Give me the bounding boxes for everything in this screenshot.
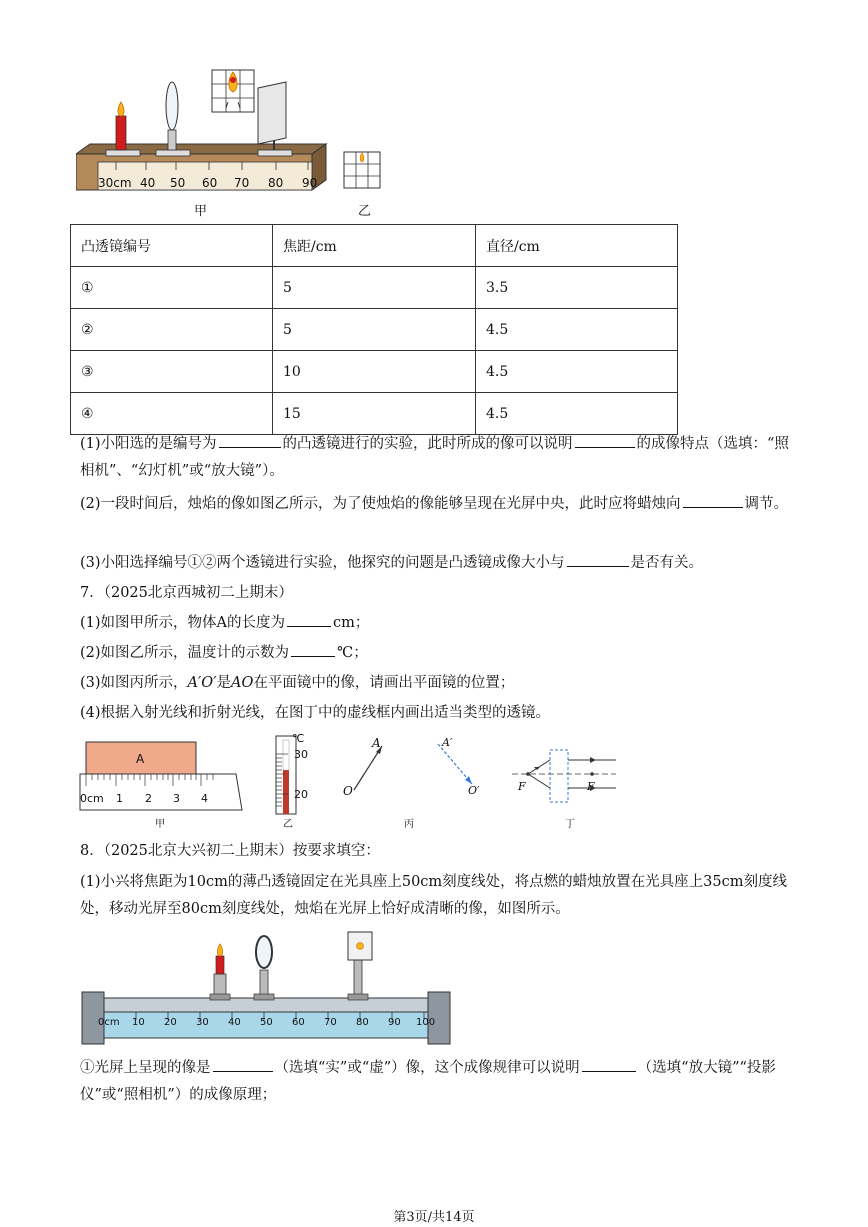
- table-row: [71, 393, 678, 435]
- answer-blank[interactable]: [567, 551, 629, 567]
- table-cell: 4.5: [476, 393, 678, 435]
- label-F-right: F: [587, 780, 595, 793]
- caption-ding: 丁: [565, 819, 575, 830]
- ruler-tick-label: 80: [268, 176, 284, 190]
- table-row: [71, 309, 678, 351]
- table-row: [71, 351, 678, 393]
- thermo-20: 20: [294, 788, 308, 801]
- optical-bench-figure: [76, 64, 406, 220]
- caption-bing: 丙: [404, 819, 414, 830]
- q8-title: 8．（2025北京大兴初二上期末）按要求填空：: [80, 843, 380, 859]
- label-A: A: [372, 736, 381, 750]
- ruler-tick-label: 50: [170, 176, 186, 190]
- table-cell: ④: [71, 393, 273, 435]
- table-header: 焦距/cm: [273, 225, 476, 267]
- answer-blank[interactable]: [291, 641, 335, 657]
- q7-part4: (4)根据入射光线和折射光线，在图丁中的虚线框内画出适当类型的透镜。: [80, 705, 551, 721]
- caption-yi: 乙: [358, 204, 372, 219]
- q6-part3: (3)小阳选择编号①②两个透镜进行实验，他探究的问题是凸透镜成像大小与 是否有关。: [80, 550, 792, 577]
- ruler-tick-label: 30cm: [98, 176, 132, 190]
- optical-bench-q8: [78, 930, 468, 1048]
- q6-part2: (2)一段时间后，烛焰的像如图乙所示，为了使烛焰的像能够呈现在光屏中央，此时应将蜡烛向 调节。: [80, 491, 792, 518]
- answer-blank[interactable]: [287, 611, 331, 627]
- label-O: O: [343, 784, 353, 798]
- table-cell: 4.5: [476, 309, 678, 351]
- caption-jia: 甲: [194, 204, 208, 219]
- q7-title: 7．（2025北京西城初二上期末）: [80, 585, 293, 601]
- block-label: A: [136, 752, 145, 766]
- table-header-row: [71, 225, 678, 267]
- table-cell: 4.5: [476, 351, 678, 393]
- lens-table: [70, 224, 678, 435]
- answer-blank[interactable]: [683, 492, 743, 508]
- caption-jia: 甲: [155, 819, 165, 830]
- table-cell: ②: [71, 309, 273, 351]
- thermo-30: 30: [294, 748, 308, 761]
- label-F-left: F: [518, 780, 526, 793]
- table-header: 凸透镜编号: [71, 225, 273, 267]
- caption-yi: 乙: [283, 819, 293, 830]
- page-footer: 第3页/共14页: [393, 1210, 475, 1225]
- label-A-prime: A′: [442, 736, 453, 749]
- thermo-unit: ℃: [292, 732, 305, 745]
- table-cell: 10: [273, 351, 476, 393]
- ruler-tick-label: 60: [202, 176, 218, 190]
- q7-part1: (1)如图甲所示，物体A的长度为 cm；: [80, 610, 792, 637]
- ruler-tick-label: 90: [302, 176, 318, 190]
- table-cell: 15: [273, 393, 476, 435]
- q8-subpart1: ①光屏上呈现的像是 （选填“实”或“虚”）像，这个成像规律可以说明 （选填“放大镜”“投影仪”或“照相机”）的成像原理；: [80, 1055, 792, 1109]
- table-cell: 5: [273, 309, 476, 351]
- ruler-tick-label: 40: [140, 176, 156, 190]
- table-cell: ③: [71, 351, 273, 393]
- answer-blank[interactable]: [582, 1056, 636, 1072]
- q7-part2: (2)如图乙所示，温度计的示数为 ℃；: [80, 640, 792, 667]
- answer-blank[interactable]: [219, 432, 281, 448]
- table-cell: 3.5: [476, 267, 678, 309]
- answer-blank[interactable]: [575, 432, 635, 448]
- q8-part1: (1)小兴将焦距为10cm的薄凸透镜固定在光具座上50cm刻度线处，将点燃的蜡烛放置在光具座上35cm刻度线处，移动光屏至80cm刻度线处，烛焰在光屏上恰好成清晰的像，如图所示。: [80, 874, 787, 917]
- ruler-tick-label: 70: [234, 176, 250, 190]
- answer-blank[interactable]: [213, 1056, 273, 1072]
- q6-part1: (1)小阳选的是编号为 的凸透镜进行的实验，此时所成的像可以说明 的成像特点（选填：“照相机”、“幻灯机”或“放大镜”）。: [80, 431, 792, 485]
- table-row: [71, 267, 678, 309]
- q7-part3: (3)如图丙所示，A′O′是AO在平面镜中的像，请画出平面镜的位置；: [80, 675, 515, 691]
- label-O-prime: O′: [468, 784, 480, 797]
- table-cell: ①: [71, 267, 273, 309]
- table-header: 直径/cm: [476, 225, 678, 267]
- table-cell: 5: [273, 267, 476, 309]
